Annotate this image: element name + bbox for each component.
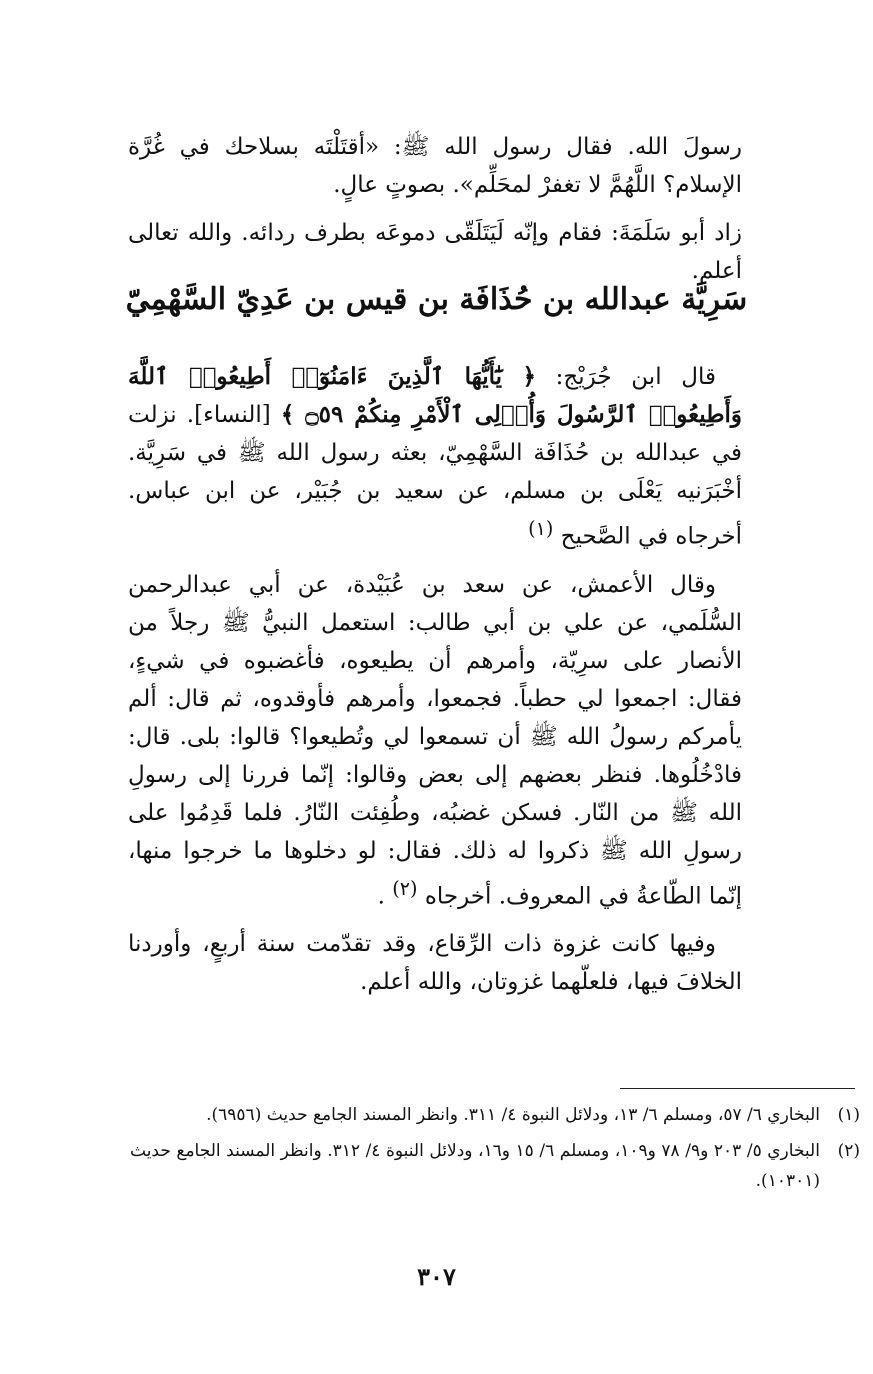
paragraph-end: .	[377, 883, 385, 910]
footnote-1	[130, 1100, 860, 1130]
footnote-2	[130, 1136, 860, 1196]
footnote-ref-2[interactable]: (٢)	[392, 876, 418, 900]
page-number: ٣٠٧	[417, 1262, 456, 1291]
section-title: سَرِيَّة عبدالله بن حُذَافَة بن قيس بن عَدِيّ السَّهْمِيّ	[125, 282, 748, 317]
main-section	[128, 358, 742, 1011]
footnote-divider	[620, 1088, 855, 1089]
footnote-number: (١)	[837, 1105, 860, 1125]
paragraph-body: وقال الأعمش، عن سعد بن عُبَيْدة، عن أبي عبدالرحمن السُّلَمي، عن علي بن أبي طالب: استعمل النبيُّ ﷺ رجلاً من الأنصار على سرِيّة، وأمرهم أن يطيعوه، فأغضبوه في شيءٍ، فقال: اجمعوا لي حطباً. فجمعوا، وأمرهم فأوقدوه، ثم قال: ألم يأمركم رسولُ الله ﷺ أن تسمعوا لي وتُطيعوا؟ قالوا: بلى. قال: فادْخُلُوها. فنظر بعضهم إلى بعض وقالوا: إنّما فررنا إلى رسولِ الله ﷺ من النّار. فسكن غضبُه، وطُفِئت النّارُ. فلما قَدِمُوا على رسولِ الله ﷺ ذكروا له ذلك. فقال: لو دخلوها ما خرجوا منها، إنّما الطّاعةُ في المعروف. أخرجاه	[128, 571, 742, 910]
footnote-ref-1[interactable]: (١)	[528, 517, 554, 540]
paragraph-abu-salama: زاد أبو سَلَمَةَ: فقام وإنّه لَيَتَلَقّى دموعَه بطرف ردائه. والله تعالى أعلم.	[128, 220, 742, 284]
footnote-text: البخاري ٦/ ٥٧، ومسلم ٦/ ١٣، ودلائل النبوة ٤/ ٣١١. وانظر المسند الجامع حديث (٦٩٥٦).	[206, 1105, 820, 1125]
paragraph-hadith-end: رسولَ الله. فقال رسول الله ﷺ: «أقتَلْتَه بسلاحك في غُرَّة الإسلام؟ اللَّهُمَّ لا تغفرْ لمحَلِّم». بصوتٍ عالٍ.	[128, 134, 742, 198]
paragraph-body: [النساء]. نزلت في عبدالله بن حُذَافَة السَّهْمِيّ، بعثه رسول الله ﷺ في سَرِيَّة. أخْبَرَنيه يَعْلَى بن مسلم، عن سعيد بن جُبَيْر، عن ابن عباس. أخرجاه في الصَّحيح	[128, 402, 742, 550]
footnote-number: (٢)	[837, 1141, 860, 1161]
paragraph-al-amash	[128, 566, 742, 916]
footnotes	[130, 1100, 860, 1202]
footnote-text: البخاري ٥/ ٢٠٣ و٩/ ٧٨ و١٠٩، ومسلم ٦/ ١٥ و١٦، ودلائل النبوة ٤/ ٣١٢. وانظر المسند الجامع حديث (١٠٣٠١).	[130, 1141, 820, 1191]
paragraph-ibn-jurayj	[128, 358, 742, 556]
paragraph-dhat-al-riqa: وفيها كانت غزوة ذات الرِّقاع، وقد تقدّمت سنة أربعٍ، وأوردنا الخلافَ فيها، فلعلّهما غزوتان، والله أعلم.	[128, 931, 742, 996]
quran-verse: ﴿ يَٰٓأَيُّهَا ٱلَّذِينَ ءَامَنُوٓا۟ أَطِيعُوا۟ ٱللَّهَ وَأَطِيعُوا۟ ٱلرَّسُولَ وَأُو۟لِى ٱلْأَمْرِ مِنكُمْ ۝٥٩ ﴾	[128, 363, 743, 428]
paragraph-intro: قال ابن جُرَيْج:	[535, 364, 716, 390]
top-section	[128, 128, 742, 300]
